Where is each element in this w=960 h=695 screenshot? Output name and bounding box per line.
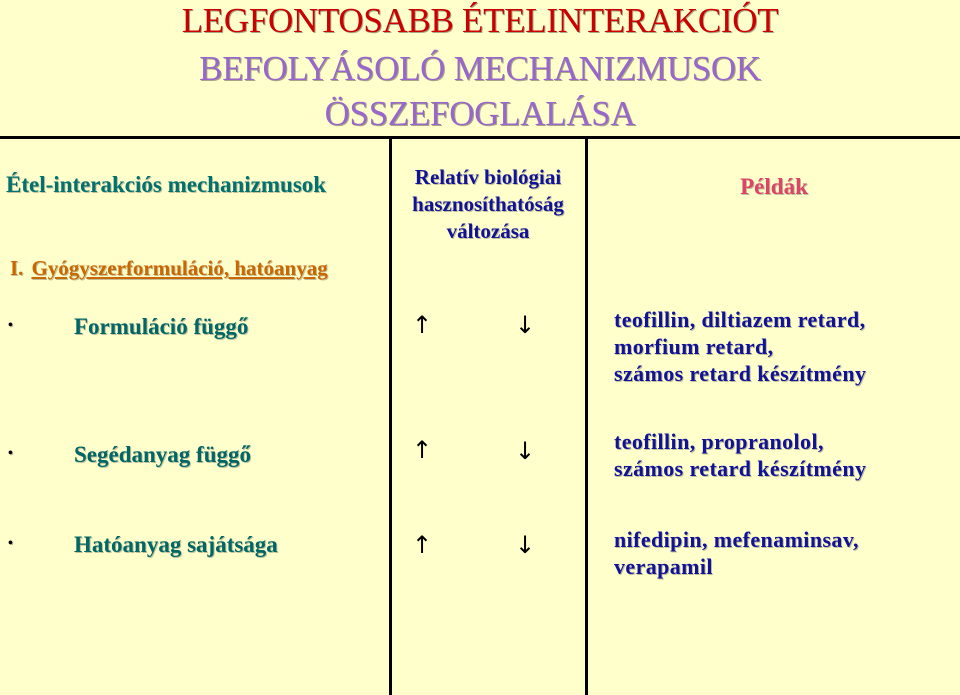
example-line: teofillin, propranolol,: [614, 429, 824, 454]
row-label-hatoanyag: [8, 532, 278, 558]
example-line: verapamil: [614, 554, 713, 579]
arrow-down-icon: ↓: [515, 531, 536, 559]
bullet: •: [8, 317, 13, 333]
header-examples: Példák: [740, 174, 808, 199]
section-label: Gyógyszerformuláció, hatóanyag: [31, 256, 328, 280]
arrow-down-icon: ↓: [515, 437, 536, 465]
row-label-text: Segédanyag függő: [74, 442, 251, 467]
examples-row-1: [614, 306, 866, 387]
row-label-segedanyag: [8, 442, 251, 468]
row-label-text: Hatóanyag sajátsága: [74, 532, 278, 557]
examples-row-3: [614, 526, 859, 580]
examples-row-2: [614, 428, 866, 482]
header-mechanisms: Étel-interakciós mechanizmusok: [6, 172, 327, 197]
arrow-up-icon: ↑: [412, 436, 433, 464]
header-divider: [0, 136, 960, 139]
header-bioavailability-line-2: hasznosíthatóság: [412, 192, 564, 216]
column-divider-2: [585, 136, 588, 695]
title-line-1: LEGFONTOSABB ÉTELINTERAKCIÓT: [181, 1, 779, 40]
header-bioavailability-line-3: változása: [446, 219, 530, 243]
row-label-formulacio: [8, 314, 248, 340]
arrow-up-icon: ↑: [412, 531, 433, 559]
example-line: nifedipin, mefenaminsav,: [614, 527, 859, 552]
example-line: teofillin, diltiazem retard,: [614, 307, 866, 332]
header-bioavailability: [392, 164, 584, 245]
example-line: számos retard készítmény: [614, 361, 867, 386]
bullet: •: [8, 535, 13, 551]
bullet: •: [8, 445, 13, 461]
example-line: számos retard készítmény: [614, 456, 867, 481]
section-heading: [10, 256, 328, 281]
title-line-2: BEFOLYÁSOLÓ MECHANIZMUSOK: [199, 49, 761, 88]
arrow-down-icon: ↓: [515, 311, 536, 339]
arrow-up-icon: ↑: [412, 311, 433, 339]
example-line: morfium retard,: [614, 334, 774, 359]
header-bioavailability-line-1: Relatív biológiai: [414, 165, 562, 189]
section-number: I.: [10, 256, 24, 280]
title-line-3: ÖSSZEFOGLALÁSA: [324, 94, 636, 133]
row-label-text: Formuláció függő: [74, 314, 249, 339]
